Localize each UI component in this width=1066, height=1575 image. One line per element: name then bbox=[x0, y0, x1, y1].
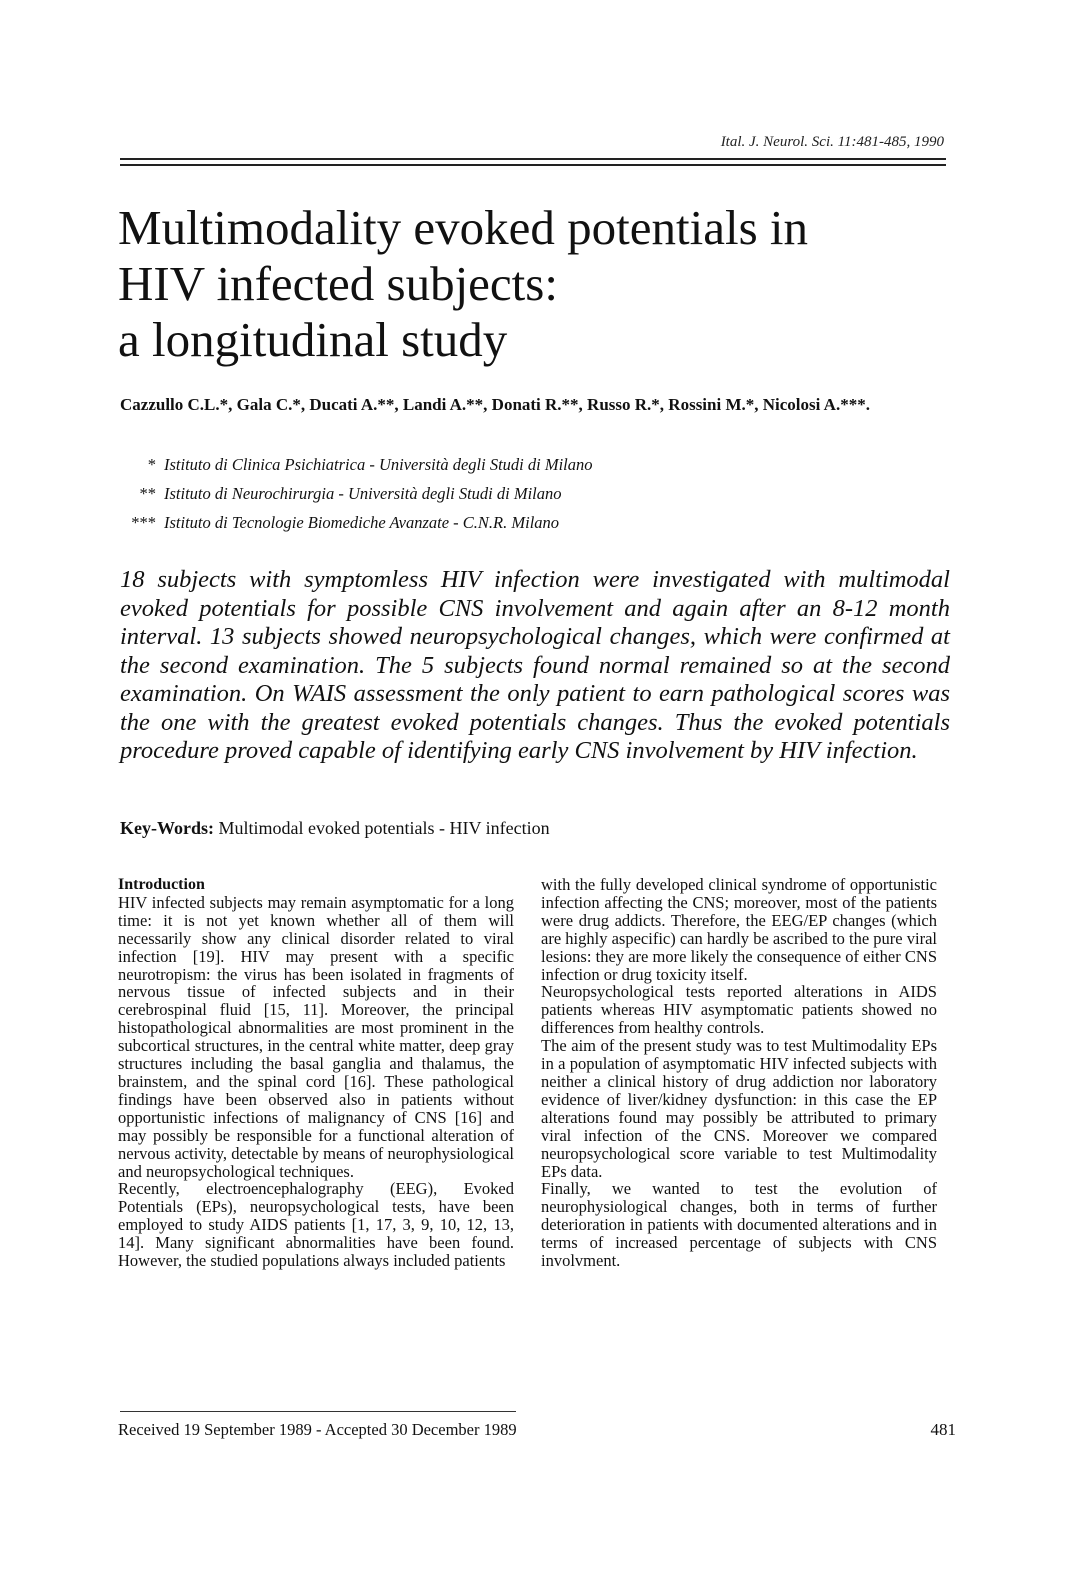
title-line: HIV infected subjects: bbox=[118, 256, 558, 311]
author-list: Cazzullo C.L.*, Gala C.*, Ducati A.**, Landi A.**, Donati R.**, Russo R.*, Rossini M.*, Nicolosi A.***. bbox=[120, 395, 870, 414]
affiliation-text: Istituto di Neurochirurgia - Università degli Studi di Milano bbox=[164, 484, 562, 503]
title-line: a longitudinal study bbox=[118, 312, 508, 367]
affiliation bbox=[118, 479, 938, 508]
affiliation-text: Istituto di Tecnologie Biomediche Avanzate - C.N.R. Milano bbox=[164, 513, 560, 532]
affiliation-mark: ** bbox=[139, 484, 156, 503]
affiliation-text: Istituto di Clinica Psichiatrica - Università degli Studi di Milano bbox=[164, 455, 593, 474]
title-line: Multimodality evoked potentials in bbox=[118, 200, 808, 255]
header-double-rule bbox=[120, 158, 946, 166]
affiliation bbox=[118, 450, 938, 479]
paragraph: Finally, we wanted to test the evolution of neurophysiological changes, both in terms of further deterioration in patients with documented alterations and in terms of increased percentage of subjects with CNS involvment. bbox=[541, 1179, 937, 1271]
paragraph: HIV infected subjects may remain asymptomatic for a long time: it is not yet known whether all of them will necessarily show any clinical disorder related to viral infection [19]. HIV may present with a specific neurotropism: the virus has been isolated in fragments of nervous tissue of infected subjects and in their cerebrospinal fluid [15, 11]. Moreover, the principal histopathological abnormalities are most prominent in the subcortical structures, in the central white matter, deep gray structures including the basal ganglia and thalamus, the brainstem, and the spinal cord [16]. These pathological findings have been observed also in patients without opportunistic infections of malignancy of CNS [16] and may possibly be responsible for a functional alteration of nervous activity, detectable by means of neurophysiological and neuropsychological techniques. bbox=[118, 892, 514, 1181]
affiliation-mark: *** bbox=[131, 513, 156, 532]
paragraph: with the fully developed clinical syndrome of opportunistic infection affecting the CNS; moreover, most of the patients were drug addicts. Therefore, the EEG/EP changes (which are highly aspecific) can hardly be ascribed to the pure viral lesions: they are more likely the consequence of either CNS infection or drug toxicity itself. bbox=[541, 875, 937, 984]
page-number: 481 bbox=[930, 1420, 956, 1439]
paragraph: Neuropsychological tests reported alterations in AIDS patients whereas HIV asymptomatic patients showed no differences from healthy controls. bbox=[541, 982, 937, 1038]
paragraph: The aim of the present study was to test Multimodality EPs in a population of asymptomatic HIV infected subjects with neither a clinical history of drug addiction nor laboratory evidence of liver/kidney dysfunction: in this case the EP alterations found may possibly be attributed to primary viral infection of the CNS. Moreover we compared neuropsychological score variable to test Multimodality EPs data. bbox=[541, 1036, 937, 1181]
keywords-text: Multimodal evoked potentials - HIV infection bbox=[218, 818, 550, 838]
keywords bbox=[120, 818, 940, 839]
article-title bbox=[118, 200, 958, 368]
body-column-right bbox=[541, 876, 937, 1270]
abstract: 18 subjects with symptomless HIV infection were investigated with multimodal evoked potentials for possible CNS involvement and again after an 8-12 month interval. 13 subjects showed neuropsychological changes, which were confirmed at the second examination. The 5 subjects found normal remained so at the second examination. On WAIS assessment the only patient to earn pathological scores was the one with the greatest evoked potentials changes. Thus the evoked potentials procedure proved capable of identifying early CNS involvement by HIV infection. bbox=[120, 566, 950, 764]
received-date: Received 19 September 1989 - Accepted 30 December 1989 bbox=[118, 1420, 517, 1439]
affiliation-mark: * bbox=[147, 455, 156, 474]
affiliation bbox=[118, 508, 938, 537]
keywords-label: Key-Words: bbox=[120, 818, 214, 838]
journal-reference: Ital. J. Neurol. Sci. 11:481-485, 1990 bbox=[720, 134, 944, 150]
paragraph: Recently, electroencephalography (EEG), Evoked Potentials (EPs), neuropsychological tests, have been employed to study AIDS patients [1, 17, 3, 9, 10, 12, 13, 14]. Many significant abnormalities have been found. However, the studied populations always included patients bbox=[118, 1179, 514, 1271]
footnote-rule bbox=[120, 1411, 516, 1412]
section-heading: Introduction bbox=[118, 876, 205, 893]
body-column-left bbox=[118, 876, 514, 1270]
affiliation-list bbox=[118, 450, 938, 537]
